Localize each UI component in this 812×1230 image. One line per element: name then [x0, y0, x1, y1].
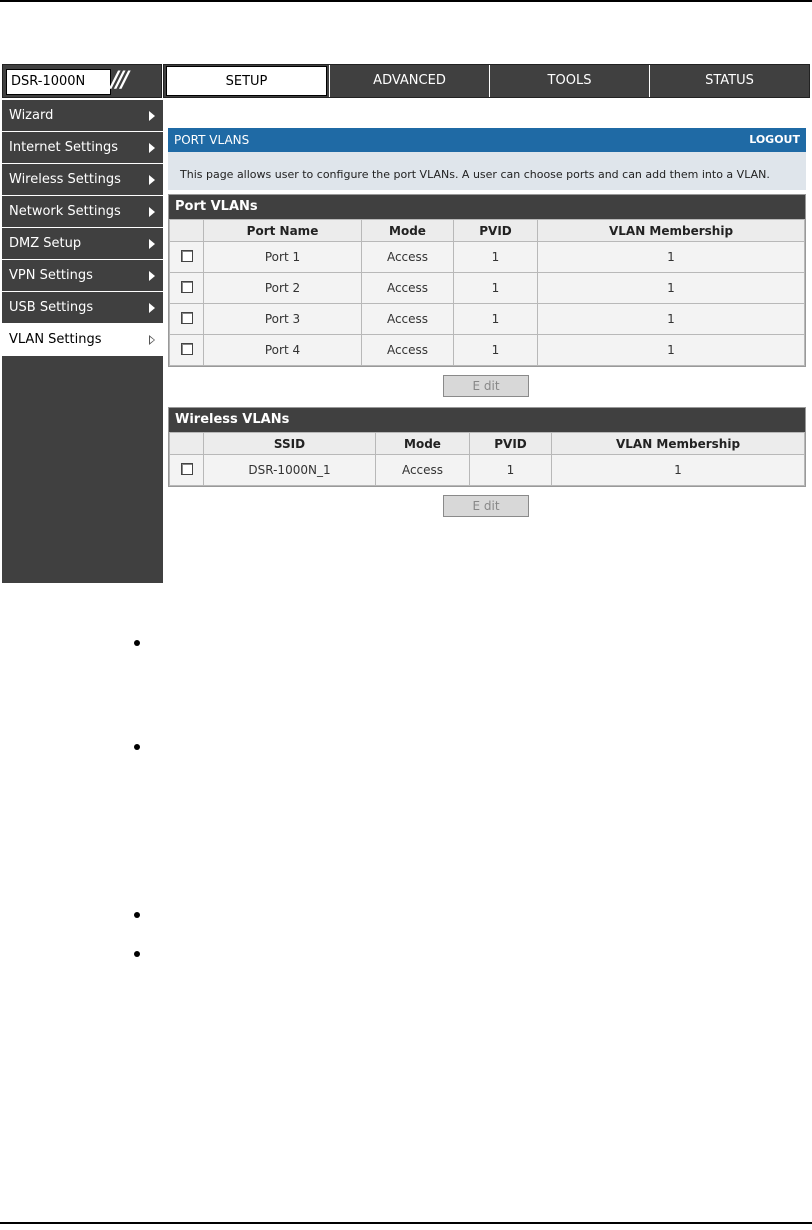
bullet-dot: [134, 640, 140, 646]
column-header: Mode: [376, 433, 470, 455]
wireless-vlans-section: [168, 407, 806, 487]
tab-advanced[interactable]: ADVANCED: [329, 65, 489, 97]
mode-cell: Access: [376, 455, 470, 486]
bullet-dot: [134, 744, 140, 750]
port-vlans-table: [169, 219, 805, 366]
tab-setup[interactable]: SETUP: [166, 66, 327, 96]
table-row: [170, 242, 805, 273]
column-header: PVID: [454, 220, 538, 242]
sidebar-item-wizard[interactable]: [2, 100, 163, 132]
wireless-vlans-title: Wireless VLANs: [169, 408, 805, 432]
sidebar-item-dmz-setup[interactable]: [2, 228, 163, 260]
column-header: VLAN Membership: [552, 433, 805, 455]
mode-cell: Access: [362, 242, 454, 273]
sidebar-item-wireless-settings[interactable]: [2, 164, 163, 196]
sidebar-item-vpn-settings[interactable]: [2, 260, 163, 292]
port-name-cell: Port 4: [204, 335, 362, 366]
pvid-cell: 1: [454, 273, 538, 304]
table-row: [170, 455, 805, 486]
sidebar-item-network-settings[interactable]: [2, 196, 163, 228]
top-rule: [0, 0, 812, 2]
chevron-right-icon: [149, 175, 155, 185]
chevron-right-icon: [149, 111, 155, 121]
membership-cell: 1: [538, 304, 805, 335]
port-name-cell: Port 1: [204, 242, 362, 273]
port-name-cell: Port 2: [204, 273, 362, 304]
membership-cell: 1: [538, 242, 805, 273]
mode-cell: Access: [362, 273, 454, 304]
sidebar-item-label: VLAN Settings: [9, 332, 102, 347]
sidebar-item-internet-settings[interactable]: [2, 132, 163, 164]
row-checkbox[interactable]: [181, 312, 193, 324]
membership-cell: 1: [552, 455, 805, 486]
pvid-cell: 1: [454, 242, 538, 273]
logout-link[interactable]: LOGOUT: [749, 133, 800, 146]
sidebar-item-vlan-settings[interactable]: [2, 324, 163, 356]
pvid-cell: 1: [454, 304, 538, 335]
chevron-right-icon: [149, 335, 155, 345]
sidebar-item-label: Wireless Settings: [9, 172, 121, 187]
sidebar-item-label: DMZ Setup: [9, 236, 82, 251]
chevron-right-icon: [149, 239, 155, 249]
router-ui: [0, 64, 812, 583]
main-content: [168, 128, 806, 527]
column-header: VLAN Membership: [538, 220, 805, 242]
membership-cell: 1: [538, 335, 805, 366]
tab-tools[interactable]: TOOLS: [489, 65, 649, 97]
column-header: SSID: [204, 433, 376, 455]
description-text: This page allows user to configure the port VLANs. A user can choose ports and can add them into a VLAN.: [180, 168, 770, 181]
table-row: [170, 304, 805, 335]
wireless-vlans-edit-button[interactable]: E dit: [443, 495, 529, 517]
select-column-header: [170, 220, 204, 242]
bottom-rule: [0, 1222, 812, 1224]
panel-header: [168, 128, 806, 152]
port-name-cell: Port 3: [204, 304, 362, 335]
page-title: PORT VLANS: [174, 133, 250, 147]
chevron-right-icon: [149, 271, 155, 281]
pvid-cell: 1: [470, 455, 552, 486]
bullet-dot: [134, 912, 140, 918]
sidebar-item-label: Internet Settings: [9, 140, 119, 155]
select-column-header: [170, 433, 204, 455]
table-row: [170, 335, 805, 366]
port-vlans-section: [168, 194, 806, 367]
wireless-vlans-table: [169, 432, 805, 486]
brand-slashes: ///: [111, 68, 127, 93]
row-checkbox[interactable]: [181, 463, 193, 475]
sidebar: [2, 100, 163, 583]
row-checkbox[interactable]: [181, 343, 193, 355]
chevron-right-icon: [149, 303, 155, 313]
ssid-cell: DSR-1000N_1: [204, 455, 376, 486]
membership-cell: 1: [538, 273, 805, 304]
column-header: Mode: [362, 220, 454, 242]
model-label: DSR-1000N: [6, 69, 111, 95]
brand-block: [2, 64, 162, 98]
port-vlans-edit-button[interactable]: E dit: [443, 375, 529, 397]
sidebar-item-label: USB Settings: [9, 300, 94, 315]
sidebar-item-label: Wizard: [9, 108, 54, 123]
table-row: [170, 273, 805, 304]
top-nav: [163, 64, 810, 98]
mode-cell: Access: [362, 304, 454, 335]
chevron-right-icon: [149, 143, 155, 153]
row-checkbox[interactable]: [181, 250, 193, 262]
sidebar-item-label: Network Settings: [9, 204, 121, 219]
row-checkbox[interactable]: [181, 281, 193, 293]
tab-status[interactable]: STATUS: [649, 65, 809, 97]
port-vlans-actions: [168, 367, 806, 407]
chevron-right-icon: [149, 207, 155, 217]
sidebar-item-label: VPN Settings: [9, 268, 93, 283]
column-header: PVID: [470, 433, 552, 455]
wireless-vlans-actions: [168, 487, 806, 527]
bullet-dot: [134, 951, 140, 957]
pvid-cell: 1: [454, 335, 538, 366]
page-description: [168, 152, 806, 190]
mode-cell: Access: [362, 335, 454, 366]
port-vlans-title: Port VLANs: [169, 195, 805, 219]
sidebar-item-usb-settings[interactable]: [2, 292, 163, 324]
column-header: Port Name: [204, 220, 362, 242]
